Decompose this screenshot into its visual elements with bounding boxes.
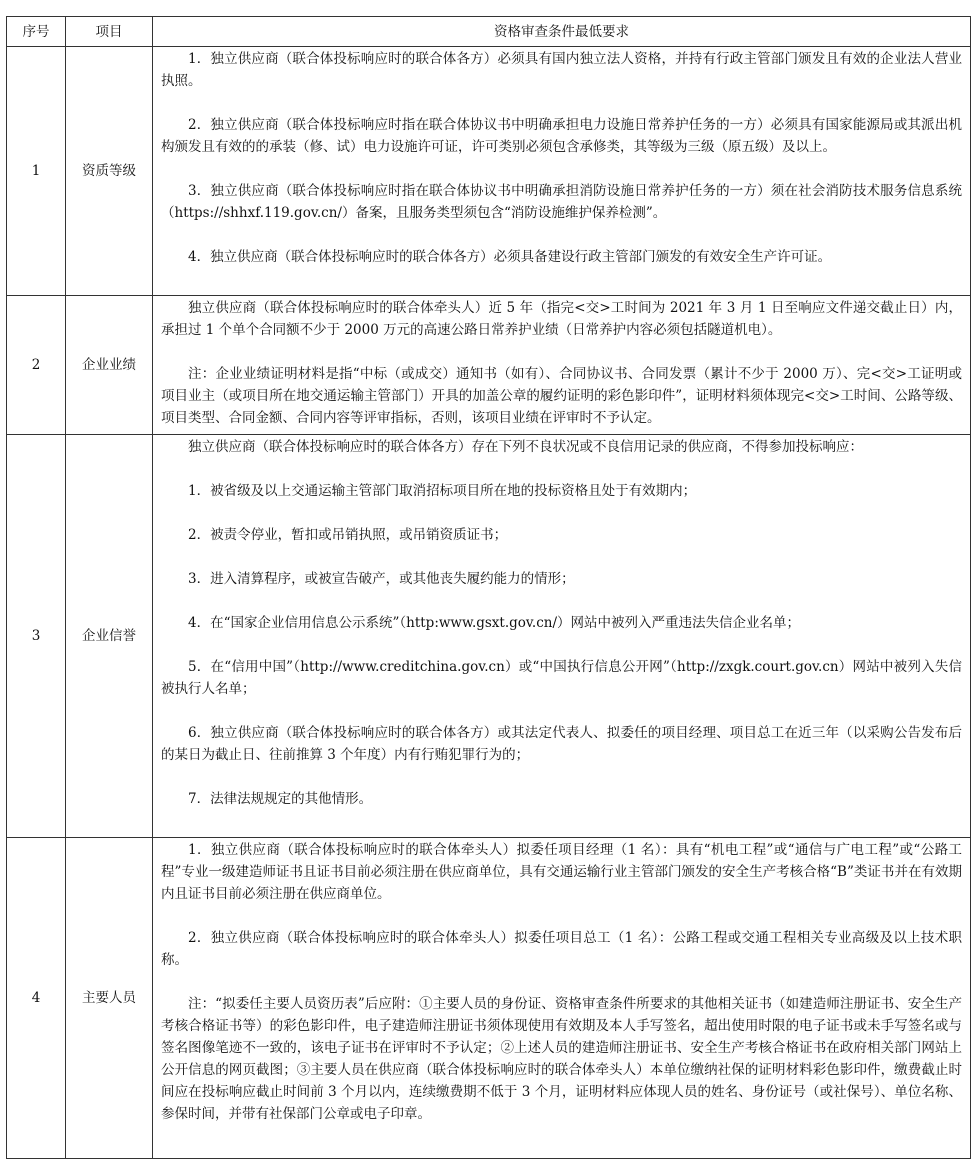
requirement-paragraph: 3．进入清算程序，或被宣告破产，或其他丧失履约能力的情形； (188, 571, 575, 587)
requirement-paragraph: 7．法律法规规定的其他情形。 (188, 791, 373, 807)
row-requirement (153, 296, 971, 435)
row-requirement (153, 435, 971, 838)
row-requirement (153, 838, 971, 1159)
table-row (7, 838, 971, 1159)
requirement-paragraph: 4．在“国家企业信用信息公示系统”（http:www.gsxt.gov.cn/）网站中被列入严重违法失信企业名单； (188, 615, 801, 631)
row-no: 2 (7, 296, 66, 435)
row-item: 主要人员 (66, 838, 153, 1159)
requirement-paragraph: 3．独立供应商（联合体投标响应时指在联合体协议书中明确承担消防设施日常养护任务的一方）须在社会消防技术服务信息系统（https://shhxf.119.gov.cn/）备案，且服务类型须包含“消防设施维护保养检测”。 (161, 183, 962, 221)
requirement-paragraph: 1．独立供应商（联合体投标响应时的联合体各方）必须具有国内独立法人资格，并持有行政主管部门颁发且有效的企业法人营业执照。 (161, 51, 962, 89)
requirement-paragraph: 注：“拟委任主要人员资历表”后应附：①主要人员的身份证、资格审查条件所要求的其他相关证书（如建造师注册证书、安全生产考核合格证书等）的彩色影印件，电子建造师注册证书须体现使用有效期及本人手写签名，超出使用时限的电子证书或未手写签名或与签名图像笔迹不一致的，该电子证书在评审时不予认定；②上述人员的建造师注册证书、安全生产考核合格证书在政府相关部门网站上公开信息的网页截图；③主要人员在供应商（联合体投标响应时的联合体牵头人）本单位缴纳社保的证明材料彩色影印件，缴费截止时间应在投标响应截止时间前 3 个月以内，连续缴费期不低于 3 个月，证明材料应体现人员的姓名、身份证号（或社保号）、单位名称、参保时间，并带有社保部门公章或电子印章。 (161, 996, 962, 1122)
requirement-paragraph: 5．在“信用中国”（http://www.creditchina.gov.cn）或“中国执行信息公开网”（http://zxgk.court.gov.cn）网站中被列入失信被执行人名单； (161, 659, 962, 697)
requirement-paragraph: 2．被责令停业，暂扣或吊销执照，或吊销资质证书； (188, 527, 508, 543)
row-item: 企业业绩 (66, 296, 153, 435)
row-no: 1 (7, 47, 66, 296)
requirement-paragraph: 4．独立供应商（联合体投标响应时的联合体各方）必须具备建设行政主管部门颁发的有效安全生产许可证。 (188, 249, 832, 265)
row-no: 3 (7, 435, 66, 838)
row-item: 资质等级 (66, 47, 153, 296)
requirement-paragraph: 2．独立供应商（联合体投标响应时指在联合体协议书中明确承担电力设施日常养护任务的一方）必须具有国家能源局或其派出机构颁发且有效的的承装（修、试）电力设施许可证，许可类别必须包含承修类，其等级为三级（原五级）及以上。 (161, 117, 962, 155)
table-row (7, 435, 971, 838)
header-no: 序号 (7, 17, 66, 47)
table-row (7, 296, 971, 435)
row-requirement (153, 47, 971, 296)
header-requirement: 资格审查条件最低要求 (153, 17, 971, 47)
requirement-paragraph: 独立供应商（联合体投标响应时的联合体牵头人）近 5 年（指完<交>工时间为 2021 年 3 月 1 日至响应文件递交截止日）内，承担过 1 个单个合同额不少于 2000 万元的高速公路日常养护业绩（日常养护内容必须包括隧道机电）。 (161, 300, 962, 338)
requirement-paragraph: 独立供应商（联合体投标响应时的联合体各方）存在下列不良状况或不良信用记录的供应商，不得参加投标响应： (188, 439, 863, 455)
row-item: 企业信誉 (66, 435, 153, 838)
table-row (7, 47, 971, 296)
qualification-table (6, 16, 971, 1159)
requirement-paragraph: 6．独立供应商（联合体投标响应时的联合体各方）或其法定代表人、拟委任的项目经理、项目总工在近三年（以采购公告发布后的某日为截止日、往前推算 3 个年度）内有行贿犯罪行为的； (161, 725, 962, 763)
header-item: 项目 (66, 17, 153, 47)
requirement-paragraph: 2．独立供应商（联合体投标响应时的联合体牵头人）拟委任项目总工（1 名）：公路工程或交通工程相关专业高级及以上技术职称。 (161, 930, 962, 968)
requirement-paragraph: 注：企业业绩证明材料是指“中标（或成交）通知书（如有）、合同协议书、合同发票（累计不少于 2000 万）、完<交>工证明或项目业主（或项目所在地交通运输主管部门）开具的加盖公章的履约证明的彩色影印件”，证明材料须体现完<交>工时间、公路等级、项目类型、合同金额、合同内容等评审指标，否则，该项目业绩在评审时不予认定。 (161, 366, 962, 426)
requirement-paragraph: 1．独立供应商（联合体投标响应时的联合体牵头人）拟委任项目经理（1 名）：具有“机电工程”或“通信与广电工程”或“公路工程”专业一级建造师证书且证书目前必须注册在供应商单位，具有交通运输行业主管部门颁发的安全生产考核合格“B”类证书并在有效期内且证书目前必须注册在供应商单位。 (161, 842, 962, 902)
table-header-row (7, 17, 971, 47)
requirement-paragraph: 1．被省级及以上交通运输主管部门取消招标项目所在地的投标资格且处于有效期内； (188, 483, 697, 499)
row-no: 4 (7, 838, 66, 1159)
